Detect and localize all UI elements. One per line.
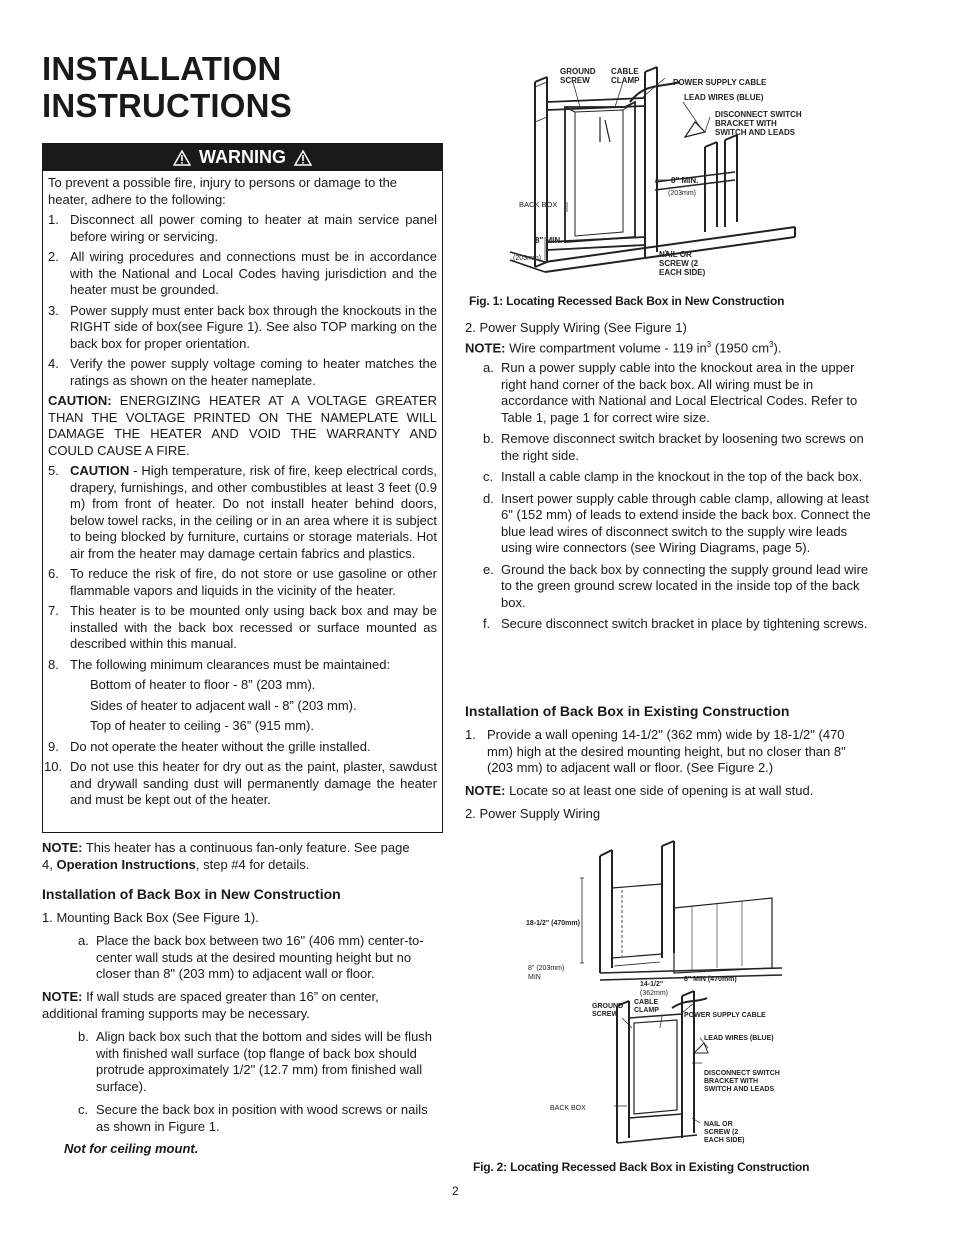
substep-letter: b. — [483, 431, 494, 446]
label-18-1-2: 18-1/2" (470mm) — [526, 920, 580, 927]
not-for-ceiling-note: Not for ceiling mount. — [64, 1141, 199, 1156]
substep-letter: a. — [78, 933, 89, 948]
warning-triangle-icon — [173, 150, 191, 166]
list-item — [48, 356, 437, 389]
step-1: 1. Mounting Back Box (See Figure 1). — [42, 910, 259, 925]
substep-text: Install a cable clamp in the knockout in the top of the back box. — [501, 469, 863, 484]
item-text: The following minimum clearances must be maintained: — [70, 656, 391, 672]
substep-item — [483, 562, 871, 612]
section-heading-new-construction: Installation of Back Box in New Construction — [42, 886, 341, 902]
clearance-line: Bottom of heater to floor - 8” (203 mm). — [90, 677, 316, 692]
clearance-line: Top of heater to ceiling - 36” (915 mm). — [90, 718, 314, 733]
list-item — [48, 739, 437, 756]
existing-note — [465, 783, 870, 800]
existing-step-2: 2. Power Supply Wiring — [465, 806, 601, 821]
caution-label: CAUTION: — [48, 393, 112, 408]
substep-text: Secure disconnect switch bracket in place by tightening screws. — [501, 616, 868, 631]
list-item — [48, 657, 437, 674]
list-item — [48, 603, 437, 653]
item-number: 9. — [48, 738, 59, 754]
label-power-supply-cable: POWER SUPPLY CABLE — [673, 78, 767, 87]
note-text: Wire compartment volume - 119 in — [505, 340, 707, 356]
note-label: NOTE: — [465, 340, 506, 356]
label-ground-screw: GROUND SCREW — [560, 67, 596, 85]
caution-label: CAUTION — [70, 463, 130, 478]
label-disconnect: DISCONNECT SWITCH BRACKET WITH SWITCH AND LEADS — [715, 110, 802, 137]
label-back-box: BACK BOX — [519, 200, 558, 209]
existing-step-1 — [465, 727, 865, 777]
wire-volume-note — [465, 337, 870, 357]
superscript: 3 — [769, 340, 774, 349]
label-8-min-470mm: 8" MIN (470mm) — [684, 976, 737, 983]
warning-list-2 — [48, 463, 437, 673]
item-text: Power supply must enter back box through the knockouts in the RIGHT side of box(see Figure 1). See also TOP marking on the back box for proper orientation. — [70, 302, 437, 351]
substep-item — [483, 360, 871, 426]
substep-text: Secure the back box in position with wood screws or nails as shown in Figure 1. — [96, 1102, 428, 1134]
substep-b — [78, 1029, 440, 1095]
substep-text: Place the back box between two 16" (406 mm) center-to-center wall studs at the desired mounting height but no closer than 8" (203 mm) to adjacent wall or floor. — [96, 933, 424, 981]
note-text: (1950 cm — [711, 340, 770, 356]
step-text: Provide a wall opening 14-1/2" (362 mm) wide by 18-1/2" (470 mm) high at the desired mounting height, but no closer than 8" (203 mm) to adjacent wall or floor. (See Figure 2.) — [487, 727, 846, 775]
label-362mm: (362mm) — [640, 990, 669, 997]
label-nail-or-screw: NAIL OR SCREW (2 EACH SIDE) — [704, 1121, 745, 1144]
substep-letter: c. — [78, 1102, 89, 1117]
figure-1-caption: Fig. 1: Locating Recessed Back Box in New Construction — [469, 294, 785, 308]
substep-letter: f. — [483, 616, 491, 631]
substep-letter: d. — [483, 490, 494, 506]
label-min: MIN — [528, 974, 541, 981]
label-disconnect: DISCONNECT SWITCH BRACKET WITH SWITCH AND LEADS — [704, 1070, 780, 1093]
substep-item — [483, 469, 871, 486]
item-text: This heater is to be mounted only using back box and may be installed with the back box recessed or surface mounted as described within this manual. — [70, 603, 437, 651]
substep-text: Run a power supply cable into the knockout area in the upper right hand corner of the back box. All wiring must be in accordance with National and Local Electrical Codes. Refer to Table 1, page 1 for correct wire size. — [501, 360, 858, 425]
note-text: If wall studs are spaced greater than 16” on center, additional framing supports may be necessary. — [42, 989, 379, 1021]
substep-a — [78, 933, 448, 983]
label-cable-clamp: CABLE CLAMP — [634, 999, 659, 1014]
note-label: NOTE: — [465, 783, 506, 798]
label-lead-wires: LEAD WIRES (BLUE) — [704, 1035, 774, 1042]
label-power-supply-cable: POWER SUPPLY CABLE — [684, 1012, 766, 1019]
warning-header — [43, 144, 442, 171]
label-nail-or-screw: NAIL OR SCREW (2 EACH SIDE) — [659, 250, 706, 277]
item-number: 3. — [48, 302, 59, 318]
warning-body — [43, 171, 442, 809]
item-text: Verify the power supply voltage coming to heater matches the ratings as shown on the heater nameplate. — [70, 356, 437, 388]
substep-letter: a. — [483, 360, 494, 375]
warning-box — [42, 143, 443, 833]
label-203mm-side: (203mm) — [668, 190, 697, 197]
item-number: 7. — [48, 603, 59, 618]
page-title — [42, 50, 442, 124]
substep-text: Remove disconnect switch bracket by loosening two screws on the right side. — [501, 431, 864, 463]
label-203mm-bottom: (203mm) — [513, 255, 542, 262]
substep-text: Insert power supply cable through cable clamp, allowing at least 6" (152 mm) of leads to extend inside the back box. Connect the blue lead wires of disconnect switch to the supply wire leads using wire connectors (see Wiring Diagrams, page 5). — [501, 490, 871, 555]
list-item — [48, 303, 437, 353]
note-text: This heater has a continuous fan-only feature. See page 4, — [42, 840, 410, 872]
item-number: 10. — [44, 759, 63, 774]
figure-2-caption: Fig. 2: Locating Recessed Back Box in Existing Construction — [473, 1160, 810, 1174]
caution-text: - High temperature, risk of fire, keep electrical cords, drapery, furnishings, and other combustibles at least 3 feet (0.9 m) from front of heater. Do not install heater behind doors, below towel racks, in the ceiling or in an area where it is subject to being blocked by furniture, curtains or storage materials. Hot air from the heater may damage certain fabrics and plastics. — [70, 463, 437, 561]
warning-triangle-icon — [294, 150, 312, 166]
list-item — [48, 249, 437, 299]
item-number: 6. — [48, 566, 59, 581]
section-heading-existing-construction: Installation of Back Box in Existing Construction — [465, 703, 790, 719]
power-supply-substeps — [483, 360, 871, 638]
page-number: 2 — [452, 1184, 459, 1198]
label-8-203mm: 8" (203mm) — [528, 965, 565, 972]
item-text: Do not operate the heater without the grille installed. — [70, 738, 371, 754]
substep-item — [483, 491, 871, 557]
list-item — [48, 566, 437, 599]
label-14-1-2: 14-1/2" — [640, 981, 664, 988]
label-8-min-bottom: 8" MIN. — [535, 236, 563, 245]
item-number: 2. — [48, 249, 59, 264]
substep-item — [483, 616, 871, 633]
list-item — [44, 759, 437, 809]
note-text: , step #4 for details. — [195, 856, 310, 872]
clearance-line: Sides of heater to adjacent wall - 8” (203 mm). — [90, 697, 357, 713]
item-text: All wiring procedures and connections must be in accordance with the National and Local Codes having jurisdiction and the heater must be grounded. — [70, 249, 437, 297]
caution-text: ENERGIZING HEATER AT A VOLTAGE GREATER THAN THE VOLTAGE PRINTED ON THE NAMEPLATE WILL DAMAGE THE HEATER AND VOID THE WARRANTY AND COULD CAUSE A FIRE. — [48, 393, 437, 458]
note-text: Locate so at least one side of opening is at wall stud. — [505, 783, 814, 798]
warning-intro: To prevent a possible fire, injury to persons or damage to the heater, adhere to the following: — [48, 175, 398, 207]
title-line-2: INSTRUCTIONS — [42, 87, 292, 124]
step-number: 1. — [465, 727, 476, 742]
figure-1-diagram — [505, 62, 805, 290]
note-text: ). — [773, 340, 782, 356]
warning-list — [48, 212, 437, 389]
item-number: 8. — [48, 656, 59, 672]
item-text: Disconnect all power coming to heater at main service panel before wiring or servicing. — [70, 212, 437, 244]
item-number: 5. — [48, 463, 59, 478]
item-text: Do not use this heater for dry out as the paint, plaster, sawdust and drywall sanding dust will permanently damage the heater and must be kept out of the heater. — [70, 759, 437, 807]
note-label: NOTE: — [42, 989, 83, 1004]
substep-letter: e. — [483, 561, 494, 577]
stud-note — [42, 989, 422, 1022]
fan-only-note — [42, 840, 417, 873]
item-number: 1. — [48, 212, 59, 227]
substep-letter: b. — [78, 1029, 89, 1044]
label-lead-wires: LEAD WIRES (BLUE) — [684, 93, 764, 102]
list-item — [48, 463, 437, 562]
superscript: 3 — [706, 340, 712, 349]
warning-label: WARNING — [199, 147, 286, 168]
note-label: NOTE: — [42, 840, 83, 855]
list-item — [48, 212, 437, 245]
substep-item — [483, 431, 871, 464]
label-8-min-side: 8" MIN. — [671, 176, 699, 185]
item-text — [70, 463, 437, 562]
title-line-1: INSTALLATION — [42, 50, 282, 87]
label-cable-clamp: CABLE CLAMP — [611, 67, 640, 85]
label-back-box: BACK BOX — [550, 1105, 586, 1112]
substep-c — [78, 1102, 440, 1135]
warning-list-3 — [44, 738, 437, 809]
substep-letter: c. — [483, 469, 494, 484]
substep-text: Ground the back box by connecting the supply ground lead wire to the green ground screw located in the inside top of the back box. — [501, 561, 869, 610]
caution-paragraph — [48, 393, 437, 459]
substep-text: Align back box such that the bottom and sides will be flush with finished wall surface (top flange of back box should protrude approximately 1/2" (12.7 mm) from finished wall surface). — [96, 1029, 433, 1094]
label-ground-screw: GROUND SCREW — [592, 1003, 624, 1018]
figure-2-diagram — [522, 838, 792, 1156]
item-text: To reduce the risk of fire, do not store or use gasoline or other flammable vapors and liquids in the vicinity of the heater. — [70, 566, 437, 598]
note-link-text: Operation Instructions — [56, 856, 196, 872]
step-2-power-supply: 2. Power Supply Wiring (See Figure 1) — [465, 320, 687, 335]
item-number: 4. — [48, 356, 59, 371]
